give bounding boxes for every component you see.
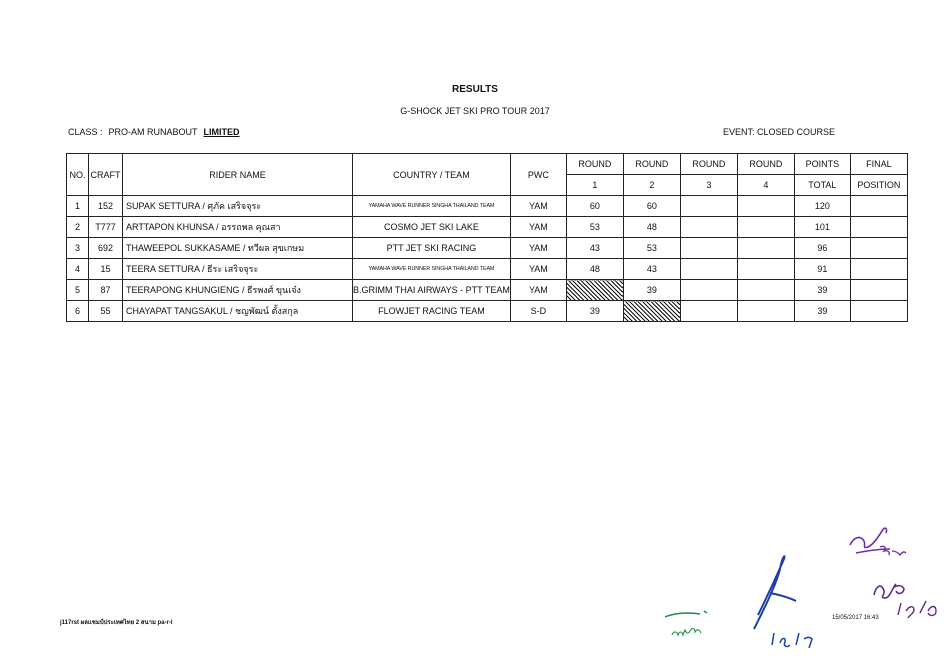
page-title: RESULTS xyxy=(452,84,498,95)
row-rider: TEERA SETTURA / ธีระ เสริจจุระ xyxy=(123,259,353,280)
row-pwc: YAM xyxy=(510,280,566,301)
col-round4-header: ROUND xyxy=(737,154,794,175)
green-signature-icon xyxy=(660,605,720,640)
row-no: 6 xyxy=(67,301,89,322)
row-round3 xyxy=(680,280,737,301)
row-craft: 55 xyxy=(89,301,123,322)
row-round3 xyxy=(680,259,737,280)
row-round1: 60 xyxy=(566,196,623,217)
row-position xyxy=(850,259,907,280)
row-round2: 39 xyxy=(623,280,680,301)
row-team: PTT JET SKI RACING xyxy=(353,238,511,259)
row-pwc: YAM xyxy=(510,238,566,259)
header-row-1 xyxy=(67,154,908,175)
col-round1-header: ROUND xyxy=(566,154,623,175)
row-round2: 53 xyxy=(623,238,680,259)
row-position xyxy=(850,196,907,217)
round-number-3: 3 xyxy=(680,175,737,196)
class-limited: LIMITED xyxy=(203,127,240,137)
row-total: 39 xyxy=(794,280,850,301)
row-position xyxy=(850,301,907,322)
class-value: PRO-AM RUNABOUT xyxy=(108,127,198,137)
col-points-header: POINTS xyxy=(794,154,850,175)
table-row xyxy=(67,301,908,322)
row-round1: 39 xyxy=(566,301,623,322)
row-no: 2 xyxy=(67,217,89,238)
round-number-1: 1 xyxy=(566,175,623,196)
footer-filename: j117rst ผลแชมป์ประเทศไทย 2 สนาม pa-r-l xyxy=(60,620,173,626)
row-round4 xyxy=(737,301,794,322)
col-pwc-header: PWC xyxy=(510,154,566,196)
row-team: YAMAHA WAVE RUNNER SINGHA THAILAND TEAM xyxy=(353,259,511,280)
row-position xyxy=(850,217,907,238)
row-total: 120 xyxy=(794,196,850,217)
row-round3 xyxy=(680,301,737,322)
class-line xyxy=(68,127,240,137)
row-round3 xyxy=(680,238,737,259)
col-round2-header: ROUND xyxy=(623,154,680,175)
row-total: 91 xyxy=(794,259,850,280)
row-pwc: YAM xyxy=(510,217,566,238)
table-row xyxy=(67,238,908,259)
row-rider: ARTTAPON KHUNSA / อรรถพล คุณสา xyxy=(123,217,353,238)
row-team: YAMAHA WAVE RUNNER SINGHA THAILAND TEAM xyxy=(353,196,511,217)
row-round2-hatched xyxy=(623,301,680,322)
table-row xyxy=(67,280,908,301)
col-no-header: NO. xyxy=(67,154,89,196)
row-round2: 48 xyxy=(623,217,680,238)
event-subtitle: G-SHOCK JET SKI PRO TOUR 2017 xyxy=(400,106,550,116)
col-final-header: FINAL xyxy=(850,154,907,175)
row-craft: 87 xyxy=(89,280,123,301)
row-team: COSMO JET SKI LAKE xyxy=(353,217,511,238)
row-round3 xyxy=(680,196,737,217)
row-no: 3 xyxy=(67,238,89,259)
round-number-4: 4 xyxy=(737,175,794,196)
row-no: 1 xyxy=(67,196,89,217)
row-round4 xyxy=(737,238,794,259)
row-round1: 53 xyxy=(566,217,623,238)
row-round1: 43 xyxy=(566,238,623,259)
row-craft: 15 xyxy=(89,259,123,280)
row-round2: 43 xyxy=(623,259,680,280)
row-pwc: S-D xyxy=(510,301,566,322)
row-round4 xyxy=(737,259,794,280)
row-craft: T777 xyxy=(89,217,123,238)
col-round3-header: ROUND xyxy=(680,154,737,175)
row-pwc: YAM xyxy=(510,259,566,280)
row-round1-hatched xyxy=(566,280,623,301)
row-team: FLOWJET RACING TEAM xyxy=(353,301,511,322)
table-row xyxy=(67,196,908,217)
table-row xyxy=(67,259,908,280)
row-total: 39 xyxy=(794,301,850,322)
event-name: EVENT: CLOSED COURSE xyxy=(723,127,836,137)
row-craft: 152 xyxy=(89,196,123,217)
results-table xyxy=(66,153,908,322)
row-pwc: YAM xyxy=(510,196,566,217)
col-craft-header: CRAFT xyxy=(89,154,123,196)
row-total: 96 xyxy=(794,238,850,259)
col-rider-header: RIDER NAME xyxy=(123,154,353,196)
row-team: B.GRIMM THAI AIRWAYS - PTT TEAM xyxy=(353,280,511,301)
row-position xyxy=(850,238,907,259)
row-no: 5 xyxy=(67,280,89,301)
row-round3 xyxy=(680,217,737,238)
row-round2: 60 xyxy=(623,196,680,217)
col-total-header: TOTAL xyxy=(794,175,850,196)
row-round4 xyxy=(737,217,794,238)
row-rider: THAWEEPOL SUKKASAME / ทวีผล สุขเกษม xyxy=(123,238,353,259)
row-round4 xyxy=(737,196,794,217)
purple-signature-icon xyxy=(840,515,950,625)
round-number-2: 2 xyxy=(623,175,680,196)
class-label: CLASS : xyxy=(68,127,103,137)
blue-signature-icon xyxy=(740,545,830,655)
row-round4 xyxy=(737,280,794,301)
row-no: 4 xyxy=(67,259,89,280)
row-rider: TEERAPONG KHUNGIENG / ธีรพงศ์ ขุนเจ๋ง xyxy=(123,280,353,301)
footer-timestamp: 15/05/2017 16:43 xyxy=(832,615,879,621)
row-rider: SUPAK SETTURA / ศุภัค เสริจจุระ xyxy=(123,196,353,217)
col-team-header: COUNTRY / TEAM xyxy=(353,154,511,196)
row-total: 101 xyxy=(794,217,850,238)
row-craft: 692 xyxy=(89,238,123,259)
row-rider: CHAYAPAT TANGSAKUL / ชญพัฒน์ ตั้งสกุล xyxy=(123,301,353,322)
row-round1: 48 xyxy=(566,259,623,280)
col-position-header: POSITION xyxy=(850,175,907,196)
row-position xyxy=(850,280,907,301)
table-row xyxy=(67,217,908,238)
